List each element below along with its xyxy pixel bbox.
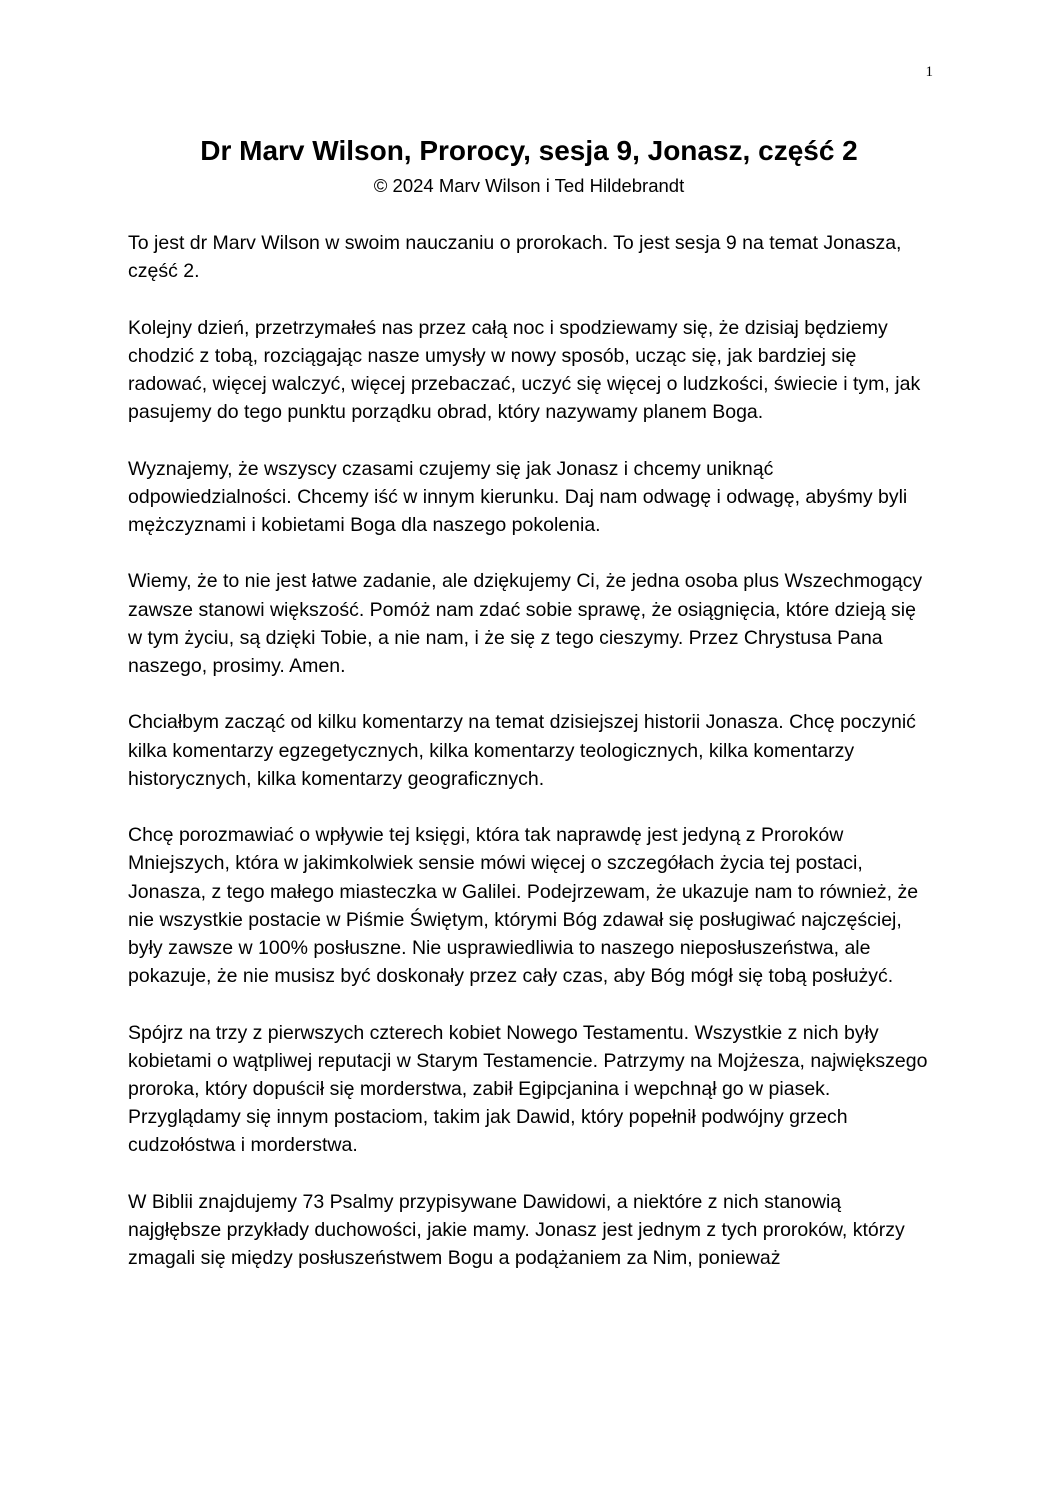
copyright-line: © 2024 Marv Wilson i Ted Hildebrandt bbox=[373, 175, 685, 196]
document-body bbox=[128, 229, 928, 1301]
paragraph-prayer-1: Kolejny dzień, przetrzymałeś nas przez całą noc i spodziewamy się, że dzisiaj będziemy chodzić z tobą, rozciągając nasze umysły w nowy sposób, ucząc się, jak bardziej się radować, więcej walczyć, więcej przebaczać, uczyć się więcej o ludzkości, świecie i tym, jak pasujemy do tego punktu porządku obrad, który nazywamy planem Boga. bbox=[128, 316, 921, 424]
paragraph-examples: Spójrz na trzy z pierwszych czterech kobiet Nowego Testamentu. Wszystkie z nich były kobietami o wątpliwej reputacji w Starym Testamencie. Patrzymy na Mojżesza, największego proroka, który dopuścił się morderstwa, zabił Egipcjanina i wepchnął go w piasek. Przyglądamy się innym postaciom, takim jak Dawid, który popełnił podwójny grzech cudzołóstwa i morderstwa. bbox=[128, 1021, 928, 1157]
paragraph-prayer-2: Wyznajemy, że wszyscy czasami czujemy się jak Jonasz i chcemy uniknąć odpowiedzialności. Chcemy iść w innym kierunku. Daj nam odwagę i odwagę, abyśmy byli mężczyznami i kobietami Boga dla naszego pokolenia. bbox=[128, 457, 908, 536]
page-number: 1 bbox=[925, 64, 933, 80]
paragraph-book-impact: Chcę porozmawiać o wpływie tej księgi, która tak naprawdę jest jedyną z Proroków Mniejszych, która w jakimkolwiek sensie mówi więcej o szczegółach życia tej postaci, Jonasza, z tego małego miasteczka w Galilei. Podejrzewam, że ukazuje nam to również, że nie wszystkie postacie w Piśmie Świętym, którymi Bóg zdawał się posługiwać najczęściej, były zawsze w 100% posłuszne. Nie usprawiedliwia to naszego nieposłuszeństwa, ale pokazuje, że nie musisz być doskonały przez cały czas, aby Bóg mógł się tobą posłużyć. bbox=[128, 824, 919, 988]
paragraph-psalms: W Biblii znajdujemy 73 Psalmy przypisywane Dawidowi, a niektóre z nich stanowią najgłębsze przykłady duchowości, jakie mamy. Jonasz jest jednym z tych proroków, którzy zmagali się między posłuszeństwem Bogu a podążaniem za Nim, ponieważ bbox=[128, 1190, 905, 1270]
paragraph-intro: To jest dr Marv Wilson w swoim nauczaniu o prorokach. To jest sesja 9 na temat Jonasza, część 2. bbox=[128, 232, 902, 283]
page-title: Dr Marv Wilson, Prorocy, sesja 9, Jonasz, część 2 bbox=[200, 135, 858, 166]
paragraph-comments: Chciałbym zacząć od kilku komentarzy na temat dzisiejszej historii Jonasza. Chcę poczynić kilka komentarzy egzegetycznych, kilka komentarzy teologicznych, kilka komentarzy historycznych, kilka komentarzy geograficznych. bbox=[128, 711, 916, 790]
paragraph-prayer-3: Wiemy, że to nie jest łatwe zadanie, ale dziękujemy Ci, że jedna osoba plus Wszechmogący zawsze stanowi większość. Pomóż nam zdać sobie sprawę, że osiągnięcia, które dzieją się w tym życiu, są dzięki Tobie, a nie nam, i że się z tego cieszymy. Przez Chrystusa Pana naszego, prosimy. Amen. bbox=[128, 570, 923, 677]
